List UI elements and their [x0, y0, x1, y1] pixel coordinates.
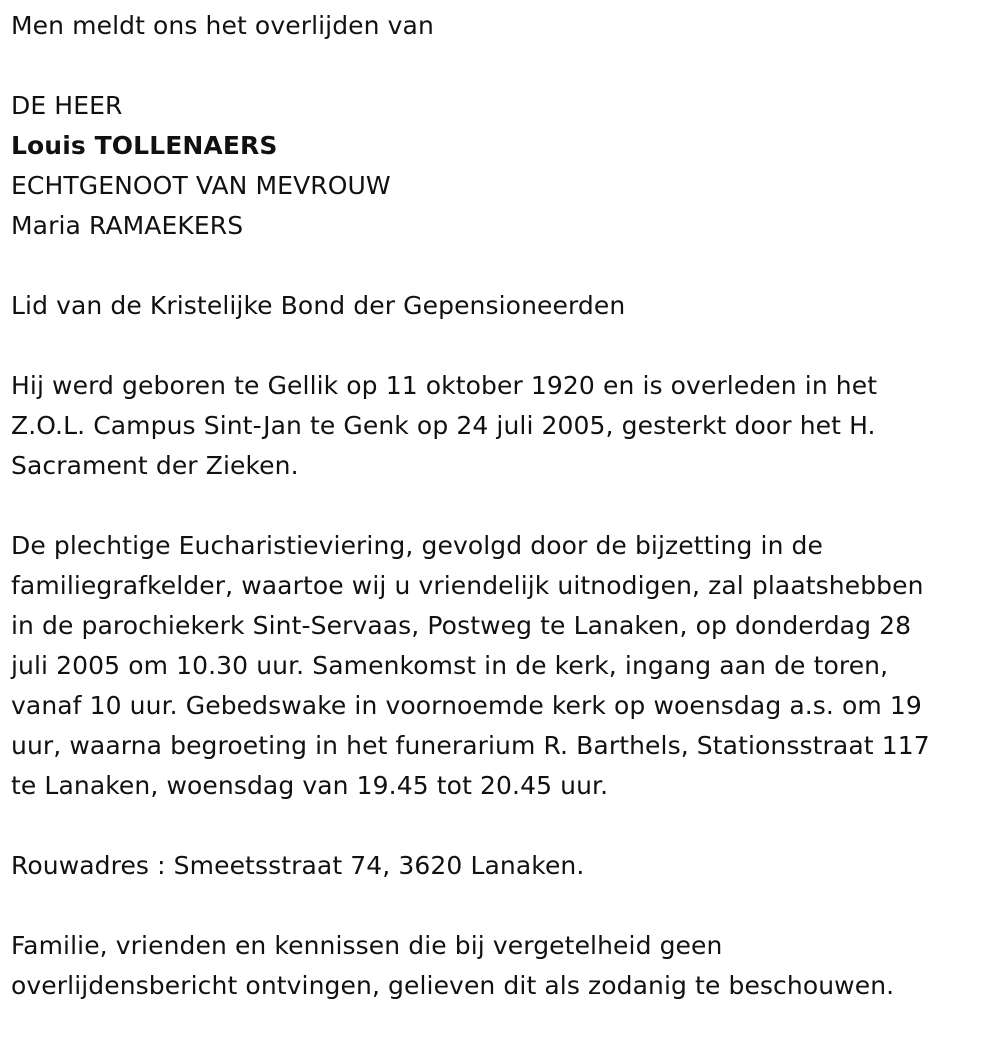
paragraph-line: in de parochiekerk Sint-Servaas, Postweg te Lanaken, op donderdag 28 [11, 611, 912, 640]
paragraph-line: overlijdensbericht ontvingen, gelieven dit als zodanig te beschouwen. [11, 971, 895, 1000]
paragraph-line: Z.O.L. Campus Sint-Jan te Genk op 24 juli 2005, gesterkt door het H. [11, 411, 876, 440]
paragraph-line: te Lanaken, woensdag van 19.45 tot 20.45 uur. [11, 771, 609, 800]
paragraph-line: vanaf 10 uur. Gebedswake in voornoemde kerk op woensdag a.s. om 19 [11, 691, 922, 720]
paragraph-line: juli 2005 om 10.30 uur. Samenkomst in de kerk, ingang aan de toren, [11, 651, 889, 680]
spacer [11, 326, 986, 366]
closing-paragraph [11, 926, 986, 1006]
spacer [11, 486, 986, 526]
paragraph-line: Hij werd geboren te Gellik op 11 oktober 1920 en is overleden in het [11, 371, 878, 400]
spacer [11, 46, 986, 86]
spouse-label: ECHTGENOOT VAN MEVROUW [11, 171, 391, 200]
paragraph-line: De plechtige Eucharistieviering, gevolgd door de bijzetting in de [11, 531, 824, 560]
membership-line: Lid van de Kristelijke Bond der Gepensioneerden [11, 291, 626, 320]
paragraph-line: uur, waarna begroeting in het funerarium R. Barthels, Stationsstraat 117 [11, 731, 930, 760]
spacer [11, 246, 986, 286]
mourning-address: Rouwadres : Smeetsstraat 74, 3620 Lanaken. [11, 851, 585, 880]
spacer [11, 886, 986, 926]
spacer [11, 806, 986, 846]
death-notice [11, 6, 986, 1006]
paragraph-line: Familie, vrienden en kennissen die bij vergetelheid geen [11, 931, 723, 960]
paragraph-line: Sacrament der Zieken. [11, 451, 299, 480]
spouse-name: Maria RAMAEKERS [11, 211, 244, 240]
ceremony-paragraph [11, 526, 986, 806]
deceased-title: DE HEER [11, 91, 123, 120]
birth-death-paragraph [11, 366, 986, 486]
intro-line: Men meldt ons het overlijden van [11, 11, 434, 40]
paragraph-line: familiegrafkelder, waartoe wij u vriendelijk uitnodigen, zal plaatshebben [11, 571, 924, 600]
deceased-name: Louis TOLLENAERS [11, 131, 278, 160]
